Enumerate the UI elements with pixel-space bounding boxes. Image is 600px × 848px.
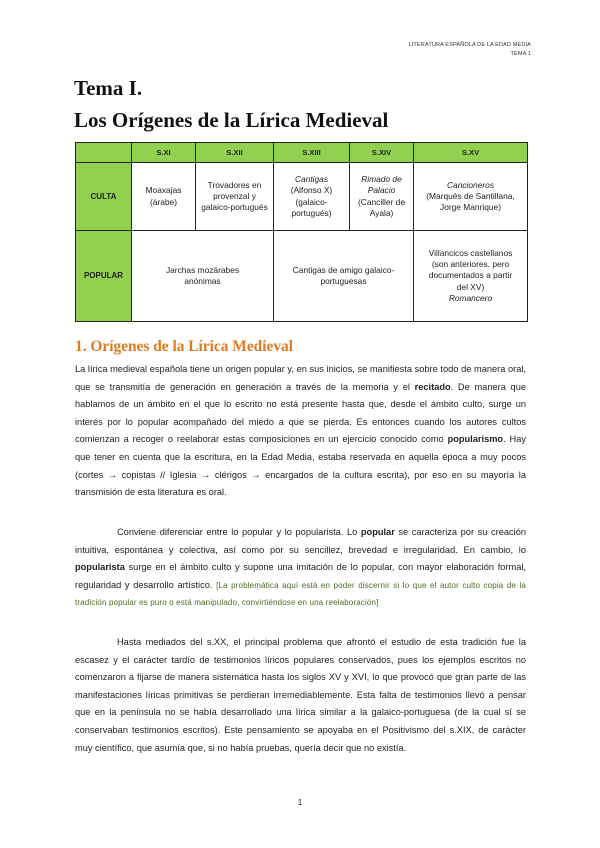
term-popularismo: popularismo [447,434,504,445]
paragraph-2 [75,524,526,612]
row-label-popular: POPULAR [76,231,132,322]
term-recitado: recitado [414,381,451,392]
running-header [409,41,531,59]
cell-popular-xv [414,231,528,322]
p2-text-c: se caracteriza por su creación intuitiva, espontánea y colectiva, así como por su sencillez, brevedad e irregularidad. En cambio, lo [75,527,526,555]
cell-culta-xi: Moaxajas (árabe) [132,163,196,231]
table-row-culta [76,163,528,231]
p1-text-c: . De manera que hablamos de un ámbito en el que lo escrito no está presente hasta que, desde el ámbito culto, surge un interés por lo popular acompañado del miedo a que se pierda. Es entonces cuando los autores cultos comienzan a recoger o reelaborar estas composiciones en un ejercicio conocido como [75,381,526,445]
table-header-row [76,143,528,163]
cantigas-title: Cantigas [294,173,329,184]
p1-text-a: La lírica medieval española tiene un origen popular y, en sus inicios, se manifiesta sobre todo de manera oral, que se transmitía de generación en generación a través de la memoria y el [75,364,526,392]
header-cell-xiv: S.XIV [350,143,414,163]
rimado-title: Rimado de Palacio [361,173,402,196]
p2-text-e: surge en el ámbito culto y supone una imitación de lo popular, con mayor elaboración formal, regularidad y desarrollo artístico. [75,562,526,590]
p1-text-e: . Hay que tener en cuenta que la escritura, en la Edad Media, estaba reservada en aquella época a muy pocos (cortes → copistas // Iglesia → clérigos → encargados de la cultura escrita), por eso en su mayoría la transmisión de esta literatura es oral. [75,434,526,498]
cancioneros-detail: (Marqués de Santillana, Jorge Manrique) [426,190,515,213]
table-row-popular [76,231,528,322]
page-title: Los Orígenes de la Lírica Medieval [74,108,389,132]
cell-popular-xiii-xiv: Cantigas de amigo galaico-portuguesas [274,231,414,322]
term-popular: popular [360,527,395,537]
topic-number-title: Tema I. [74,76,143,100]
periods-table [75,142,528,322]
term-popularista: popularista [75,562,125,573]
cancioneros-title: Cancioneros [446,179,495,190]
section-heading: 1. Orígenes de la Lírica Medieval [75,338,293,355]
cell-culta-xiv [350,163,414,231]
header-cell-xiii: S.XIII [274,143,350,163]
rimado-detail: (Canciller de Ayala) [357,196,405,218]
cell-culta-xii: Trovadores en provenzal y galaico-portugués [196,163,274,231]
header-cell-empty [76,143,132,163]
paragraph-1 [75,361,526,502]
cell-popular-xi-xii: Jarchas mozárabes anónimas [132,231,274,322]
cantigas-detail: (Alfonso X) (galaico-portugués) [290,185,333,218]
cell-culta-xiii [274,163,350,231]
header-cell-xi: S.XI [132,143,196,163]
p3-text: Hasta mediados del s.XX, el principal problema que afrontó el estudio de esta tradición fue la escasez y el carácter tardío de testimonios líricos populares conservados, pues los ejemplos escritos no comenzaron a fijarse de manera sistemática hasta los siglos XV y XVI, lo que provocó que gran parte de las manifestaciones líricas primitivas se perdieran irremediablemente. Esta falta de testimonios llevó a pensar que en la península no se había desarrollado una lírica similar a la galaico-portuguesa (de la cual sí se conservaban testimonios escritos). Este pensamiento se apoyaba en el Positivismo del s.XIX, de carácter muy científico, que asumía que, si no había pruebas, quería decir que no existía. [75,637,526,753]
header-cell-xv: S.XV [414,143,528,163]
paragraph-3 [75,634,526,757]
romancero-title: Romancero [448,292,493,303]
margin-note: [La problemática aquí está en poder discernir si lo que el autor culto copia de la tradición popular es puro o está manipulado, convirtiéndose en una reelaboración] [75,580,526,608]
row-label-culta: CULTA [76,163,132,231]
page-number: 1 [297,797,303,807]
header-course: LITERATURA ESPAÑOLA DE LA EDAD MEDIA [408,42,531,48]
header-cell-xii: S.XII [196,143,274,163]
villancicos-text: Villancicos castellanos (son anteriores, pero documentados a partir del XV) [428,247,513,292]
p2-text-a: Conviene diferenciar entre lo popular y lo popularista. Lo [117,527,361,537]
header-topic: TEMA 1 [510,51,531,57]
cell-culta-xv [414,163,528,231]
